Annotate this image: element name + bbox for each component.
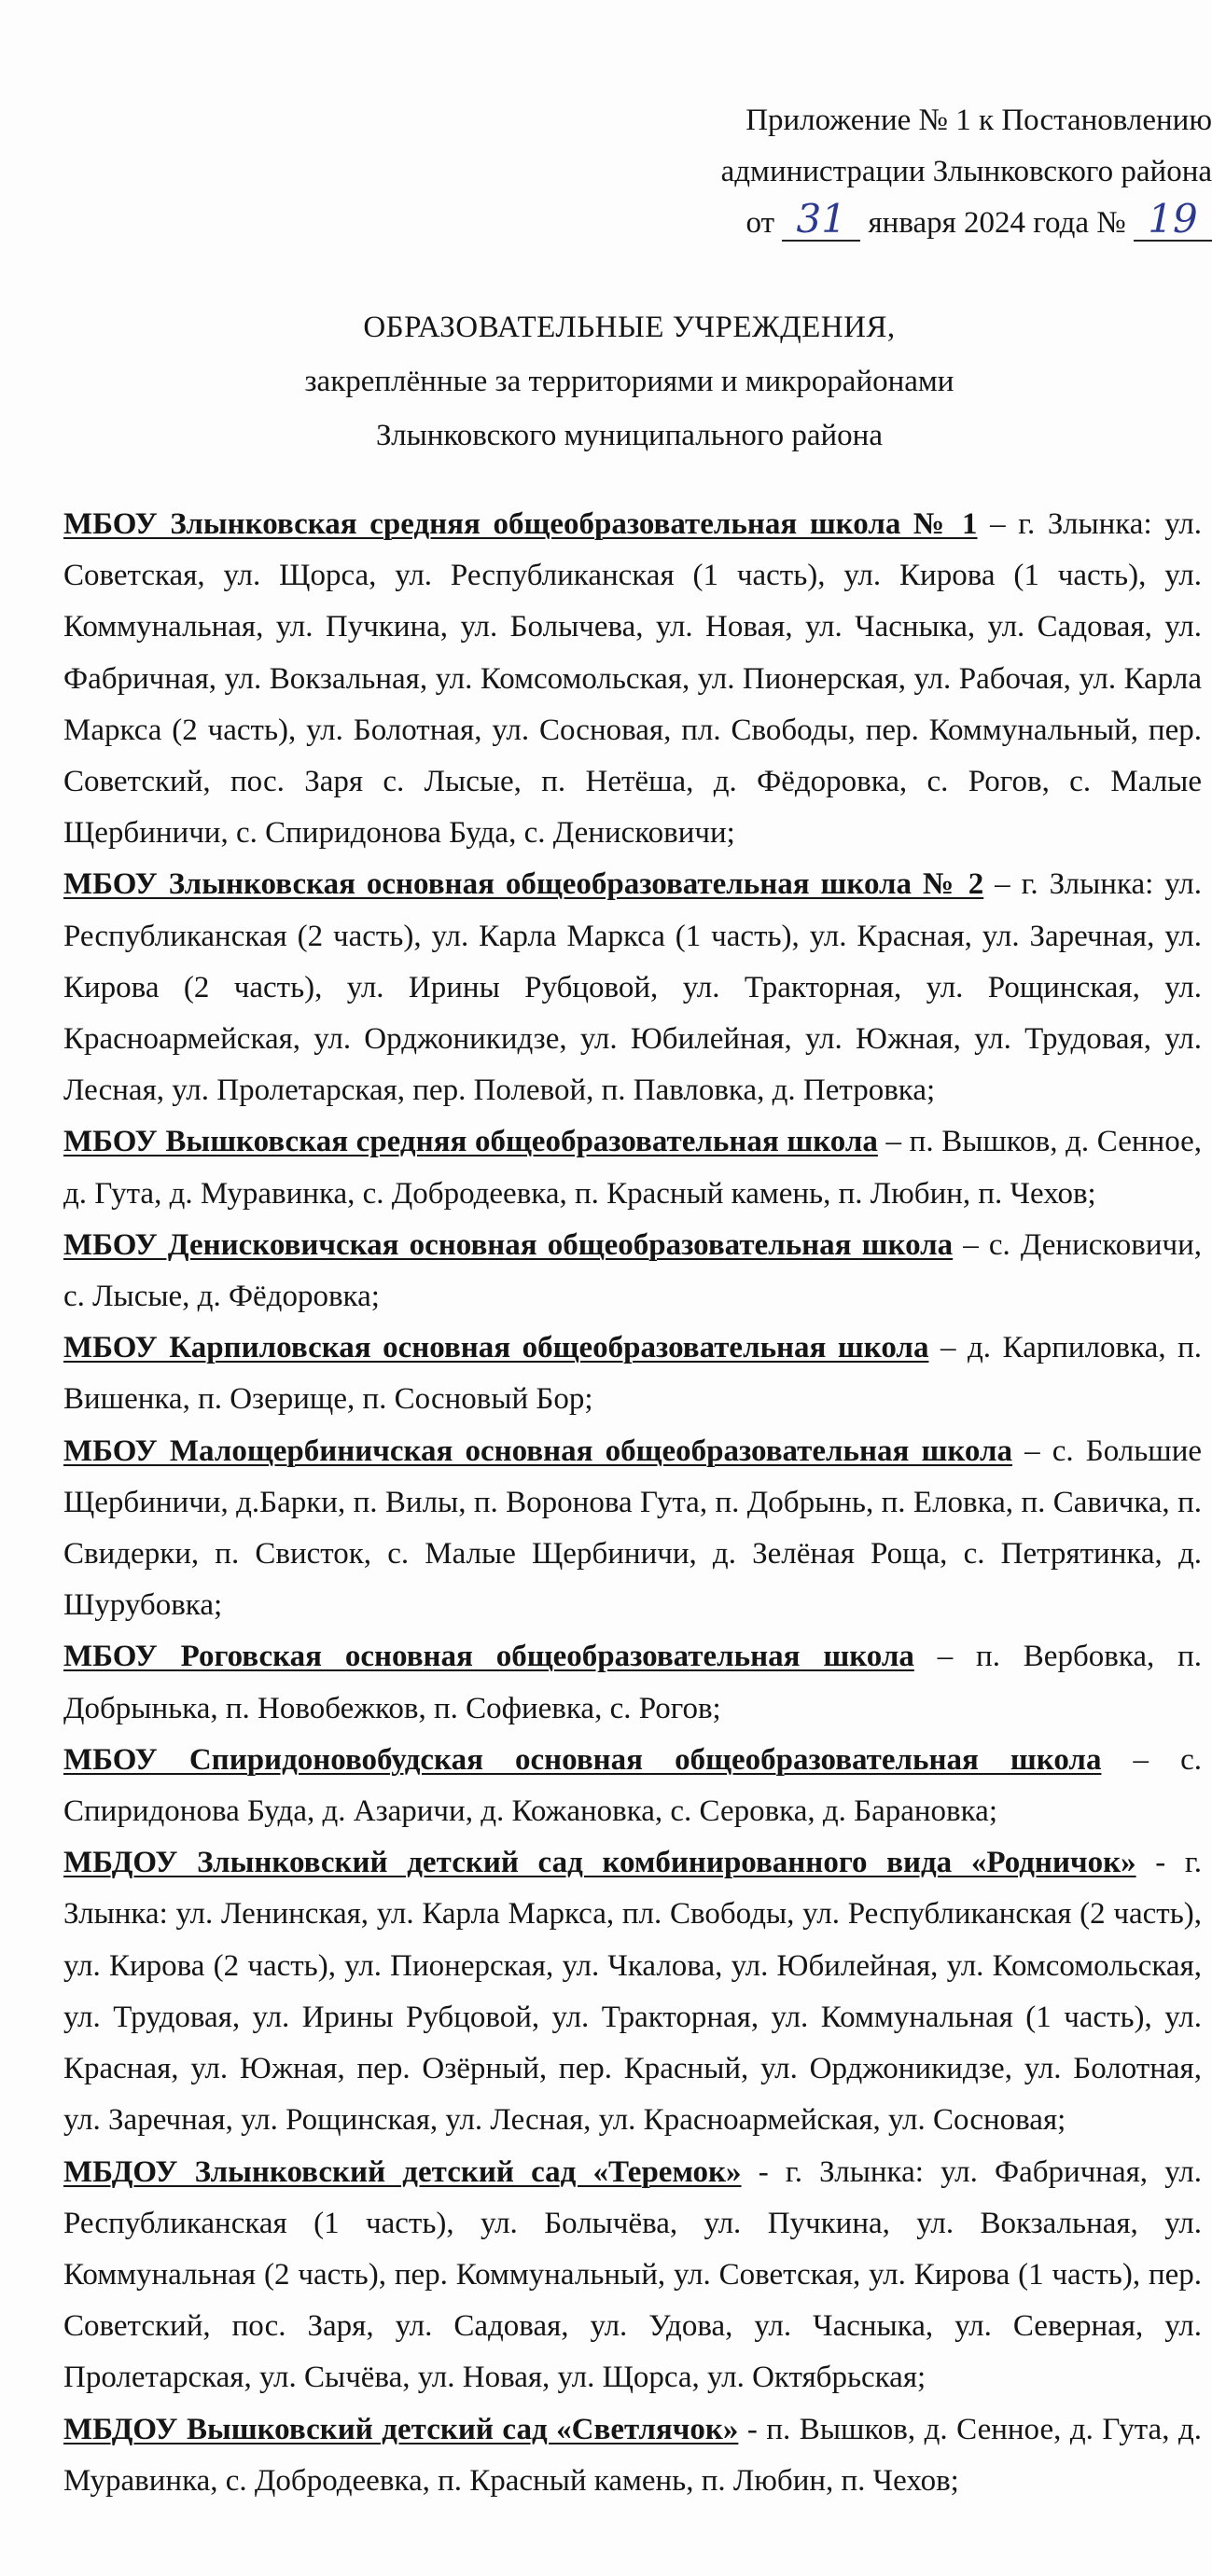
appendix-header (596, 95, 1212, 249)
institution-entry (63, 1837, 1202, 2146)
title-line-1: ОБРАЗОВАТЕЛЬНЫЕ УЧРЕЖДЕНИЯ, (363, 311, 896, 344)
institution-name: МБОУ Денисковичская основная общеобразовательная школа (63, 1227, 954, 1262)
institution-name: МБОУ Спиридоновобудская основная общеобразовательная школа (63, 1742, 1102, 1777)
institution-territories: – с. Денисковичи, с. Лысые, д. Фёдоровка; (63, 1227, 1203, 1314)
institutions-list (63, 499, 1202, 2507)
institution-name: МБОУ Вышковская средняя общеобразовательная школа (63, 1125, 878, 1159)
date-prefix: от (745, 206, 774, 240)
title-line-2: закреплённые за территориями и микрорайонами (304, 365, 954, 398)
institution-territories: – с. Большие Щербиничи, д.Барки, п. Вилы, п. Воронова Гута, п. Добрынь, п. Еловка, п. Савичка, п. Свидерки, п. Свисток, с. Малые Щербиничи, д. Зелёная Роща, с. Петрятинка, д. Шурубовка; (63, 1433, 1202, 1623)
institution-name: МБДОУ Злынковский детский сад «Теремок» (63, 2154, 742, 2189)
institution-territories: - г. Злынка: ул. Фабричная, ул. Республиканская (1 часть), ул. Болычёва, ул. Пучкина, ул. Вокзальная, ул. Коммунальная (2 часть), пер. Коммунальный, ул. Советская, ул. Кирова (1 часть), пер. Советский, пос. Заря, ул. Садовая, ул. Удова, ул. Часныка, ул. Северная, ул. Пролетарская, ул. Сычёва, ул. Новая, ул. Щорса, ул. Октябрьская; (63, 2154, 1203, 2395)
institution-entry (63, 1116, 1202, 1219)
institution-entry (63, 2404, 1202, 2507)
institution-entry (63, 859, 1202, 1116)
institution-name: МБОУ Роговская основная общеобразовательная школа (63, 1640, 914, 1674)
handwritten-number: 19 (1134, 199, 1212, 242)
institution-name: МБОУ Малощербиничская основная общеобразовательная школа (63, 1433, 1013, 1468)
institution-entry (63, 1631, 1202, 1734)
institution-name: МБДОУ Вышковский детский сад «Светлячок» (63, 2412, 739, 2446)
appendix-line-2: администрации Злынковского района (720, 155, 1212, 188)
appendix-line-1: Приложение № 1 к Постановлению (745, 104, 1212, 137)
institution-territories: - п. Вышков, д. Сенное, д. Гута, д. Муравинка, с. Добродеевка, п. Красный камень, п. Любин, п. Чехов; (63, 2412, 1202, 2498)
institution-territories: – д. Карпиловка, п. Вишенка, п. Озерище, п. Сосновый Бор; (63, 1331, 1202, 1417)
institution-entry (63, 1323, 1202, 1425)
institution-entry (63, 1735, 1202, 1837)
institution-entry (63, 499, 1202, 859)
date-month-year: января 2024 года № (868, 206, 1126, 240)
institution-territories: – г. Злынка: ул. Республиканская (2 часть), ул. Карла Маркса (1 часть), ул. Красная, ул. Заречная, ул. Кирова (2 часть), ул. Ирины Рубцовой, ул. Тракторная, ул. Рощинская, ул. Красноармейская, ул. Орджоникидзе, ул. Юбилейная, ул. Южная, ул. Трудовая, ул. Лесная, ул. Пролетарская, пер. Полевой, п. Павловка, д. Петровка; (63, 867, 1203, 1108)
document-title (0, 300, 1212, 463)
title-line-3: Злынковского муниципального района (376, 419, 883, 452)
institution-name: МБОУ Карпиловская основная общеобразовательная школа (63, 1331, 929, 1365)
institution-territories: – п. Вышков, д. Сенное, д. Гута, д. Муравинка, с. Добродеевка, п. Красный камень, п. Любин, п. Чехов; (63, 1125, 1202, 1211)
institution-name: МБОУ Злынковская основная общеобразовательная школа № 2 (63, 867, 984, 902)
institution-name: МБДОУ Злынковский детский сад комбинированного вида «Родничок» (63, 1846, 1136, 1880)
institution-territories: – с. Спиридонова Буда, д. Азаричи, д. Кожановка, с. Серовка, д. Барановка; (63, 1742, 1202, 1829)
institution-entry (63, 1426, 1202, 1632)
handwritten-day: 31 (782, 199, 860, 242)
institution-name: МБОУ Злынковская средняя общеобразовательная школа № 1 (63, 507, 978, 541)
institution-territories: – г. Злынка: ул. Советская, ул. Щорса, ул. Республиканская (1 часть), ул. Кирова (1 часть), ул. Коммунальная, ул. Пучкина, ул. Болычева, ул. Новая, ул. Часныка, ул. Садовая, ул. Фабричная, ул. Вокзальная, ул. Комсомольская, ул. Пионерская, ул. Рабочая, ул. Карла Маркса (2 часть), ул. Болотная, ул. Сосновая, пл. Свободы, пер. Коммунальный, пер. Советский, пос. Заря с. Лысые, п. Нетёша, д. Фёдоровка, с. Рогов, с. Малые Щербиничи, с. Спиридонова Буда, с. Денисковичи; (63, 507, 1202, 851)
institution-territories: – п. Вербовка, п. Добрынька, п. Новобежков, п. Софиевка, с. Рогов; (63, 1640, 1202, 1725)
institution-entry (63, 2147, 1202, 2404)
institution-territories: - г. Злынка: ул. Ленинская, ул. Карла Маркса, пл. Свободы, ул. Республиканская (2 часть), ул. Кирова (2 часть), ул. Пионерская, ул. Чкалова, ул. Юбилейная, ул. Комсомольская, ул. Трудовая, ул. Ирины Рубцовой, ул. Тракторная, ул. Коммунальная (1 часть), ул. Красная, ул. Южная, пер. Озёрный, пер. Красный, ул. Орджоникидзе, ул. Болотная, ул. Заречная, ул. Рощинская, ул. Лесная, ул. Красноармейская, ул. Сосновая; (63, 1846, 1202, 2138)
institution-entry (63, 1220, 1202, 1323)
appendix-line-3 (596, 198, 1212, 249)
